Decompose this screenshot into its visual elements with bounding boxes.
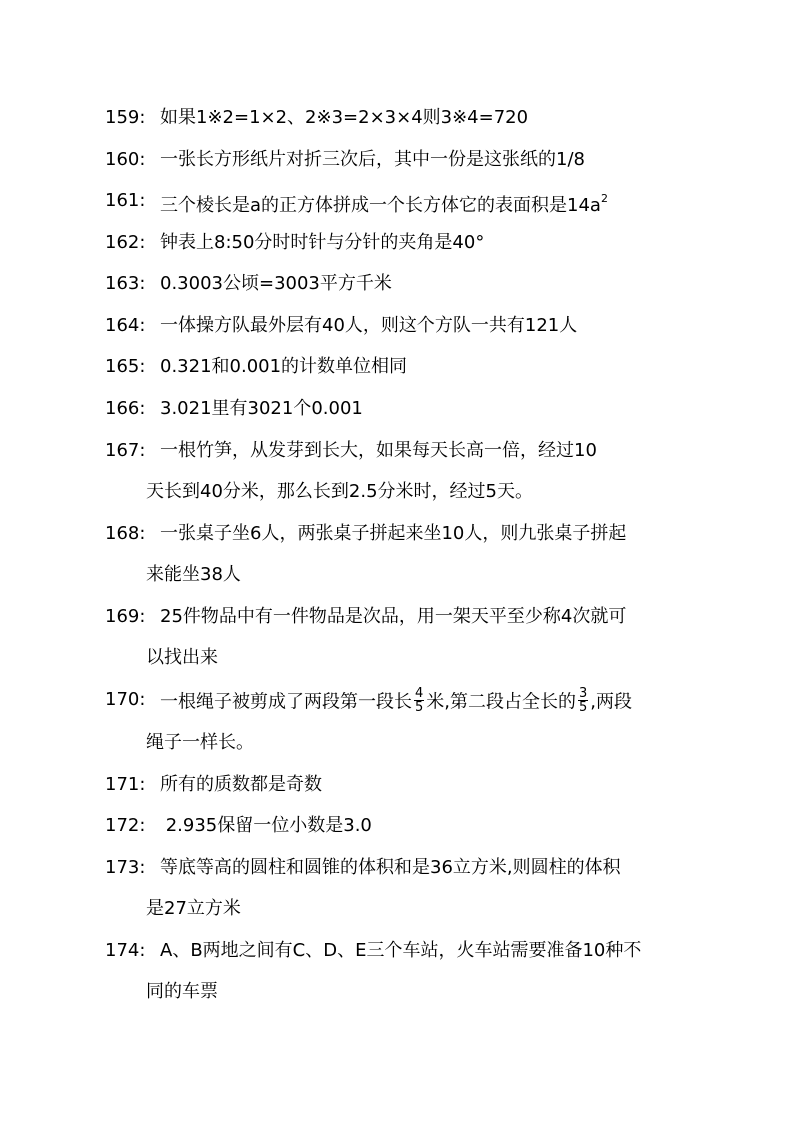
item-number: 160:: [105, 149, 146, 170]
fraction-denominator: 5: [415, 700, 424, 715]
item-text: 一张长方形纸片对折三次后，其中一份是这张纸的1/8: [160, 149, 585, 170]
item-number: 173:: [105, 857, 146, 878]
item-number: 172:: [105, 815, 146, 836]
item-text-continuation: 是27立方米: [146, 898, 241, 919]
item-number: 174:: [105, 940, 146, 961]
item-text: 0.3003公顷=3003平方千米: [160, 273, 392, 294]
item-text: 一体操方队最外层有40人，则这个方队一共有121人: [160, 315, 578, 336]
superscript: 2: [600, 192, 608, 205]
item-number: 164:: [105, 315, 146, 336]
item-text: A、B两地之间有C、D、E三个车站，火车站需要准备10种不: [160, 940, 642, 961]
item-text: 三个棱长是a的正方体拼成一个长方体它的表面积是14a: [160, 195, 601, 216]
item-text: 2.935保留一位小数是3.0: [160, 815, 372, 836]
fraction: [578, 687, 588, 714]
item-number: 161:: [105, 190, 146, 211]
item-number: 168:: [105, 523, 146, 544]
item-number: 167:: [105, 440, 146, 461]
item-text-continuation: 来能坐38人: [146, 564, 241, 585]
item-number: 170:: [105, 689, 146, 710]
item-number: 166:: [105, 398, 146, 419]
fraction: [414, 687, 424, 714]
fraction-denominator: 5: [579, 700, 588, 715]
item-text: 一根竹笋，从发芽到长大，如果每天长高一倍，经过10: [160, 440, 597, 461]
item-text: 一根绳子被剪成了两段第一段长: [160, 691, 412, 713]
item-text: ,两段: [590, 691, 633, 713]
item-text: 0.321和0.001的计数单位相同: [160, 356, 408, 377]
fraction-numerator: 4: [415, 686, 424, 701]
item-text-continuation: 绳子一样长。: [146, 732, 254, 753]
item-text: 米,第二段占全长的: [426, 691, 577, 713]
item-text: 如果1※2=1×2、2※3=2×3×4则3※4=720: [160, 107, 529, 128]
item-number: 163:: [105, 273, 146, 294]
item-number: 169:: [105, 606, 146, 627]
item-text: 所有的质数都是奇数: [160, 774, 322, 795]
item-number: 165:: [105, 356, 146, 377]
item-text: 3.021里有3021个0.001: [160, 398, 363, 419]
item-text: 25件物品中有一件物品是次品，用一架天平至少称4次就可: [160, 606, 627, 627]
item-number: 162:: [105, 232, 146, 253]
item-text-continuation: 以找出来: [146, 647, 218, 668]
fraction-numerator: 3: [579, 686, 588, 701]
item-number: 159:: [105, 107, 146, 128]
item-text: 等底等高的圆柱和圆锥的体积和是36立方米,则圆柱的体积: [160, 857, 621, 878]
item-text: 一张桌子坐6人，两张桌子拼起来坐10人，则九张桌子拼起: [160, 523, 627, 544]
item-text-continuation: 同的车票: [146, 981, 218, 1002]
item-text-continuation: 天长到40分米，那么长到2.5分米时，经过5天。: [146, 481, 533, 502]
item-text: 钟表上8:50分时时针与分针的夹角是40°: [160, 232, 485, 253]
item-number: 171:: [105, 774, 146, 795]
